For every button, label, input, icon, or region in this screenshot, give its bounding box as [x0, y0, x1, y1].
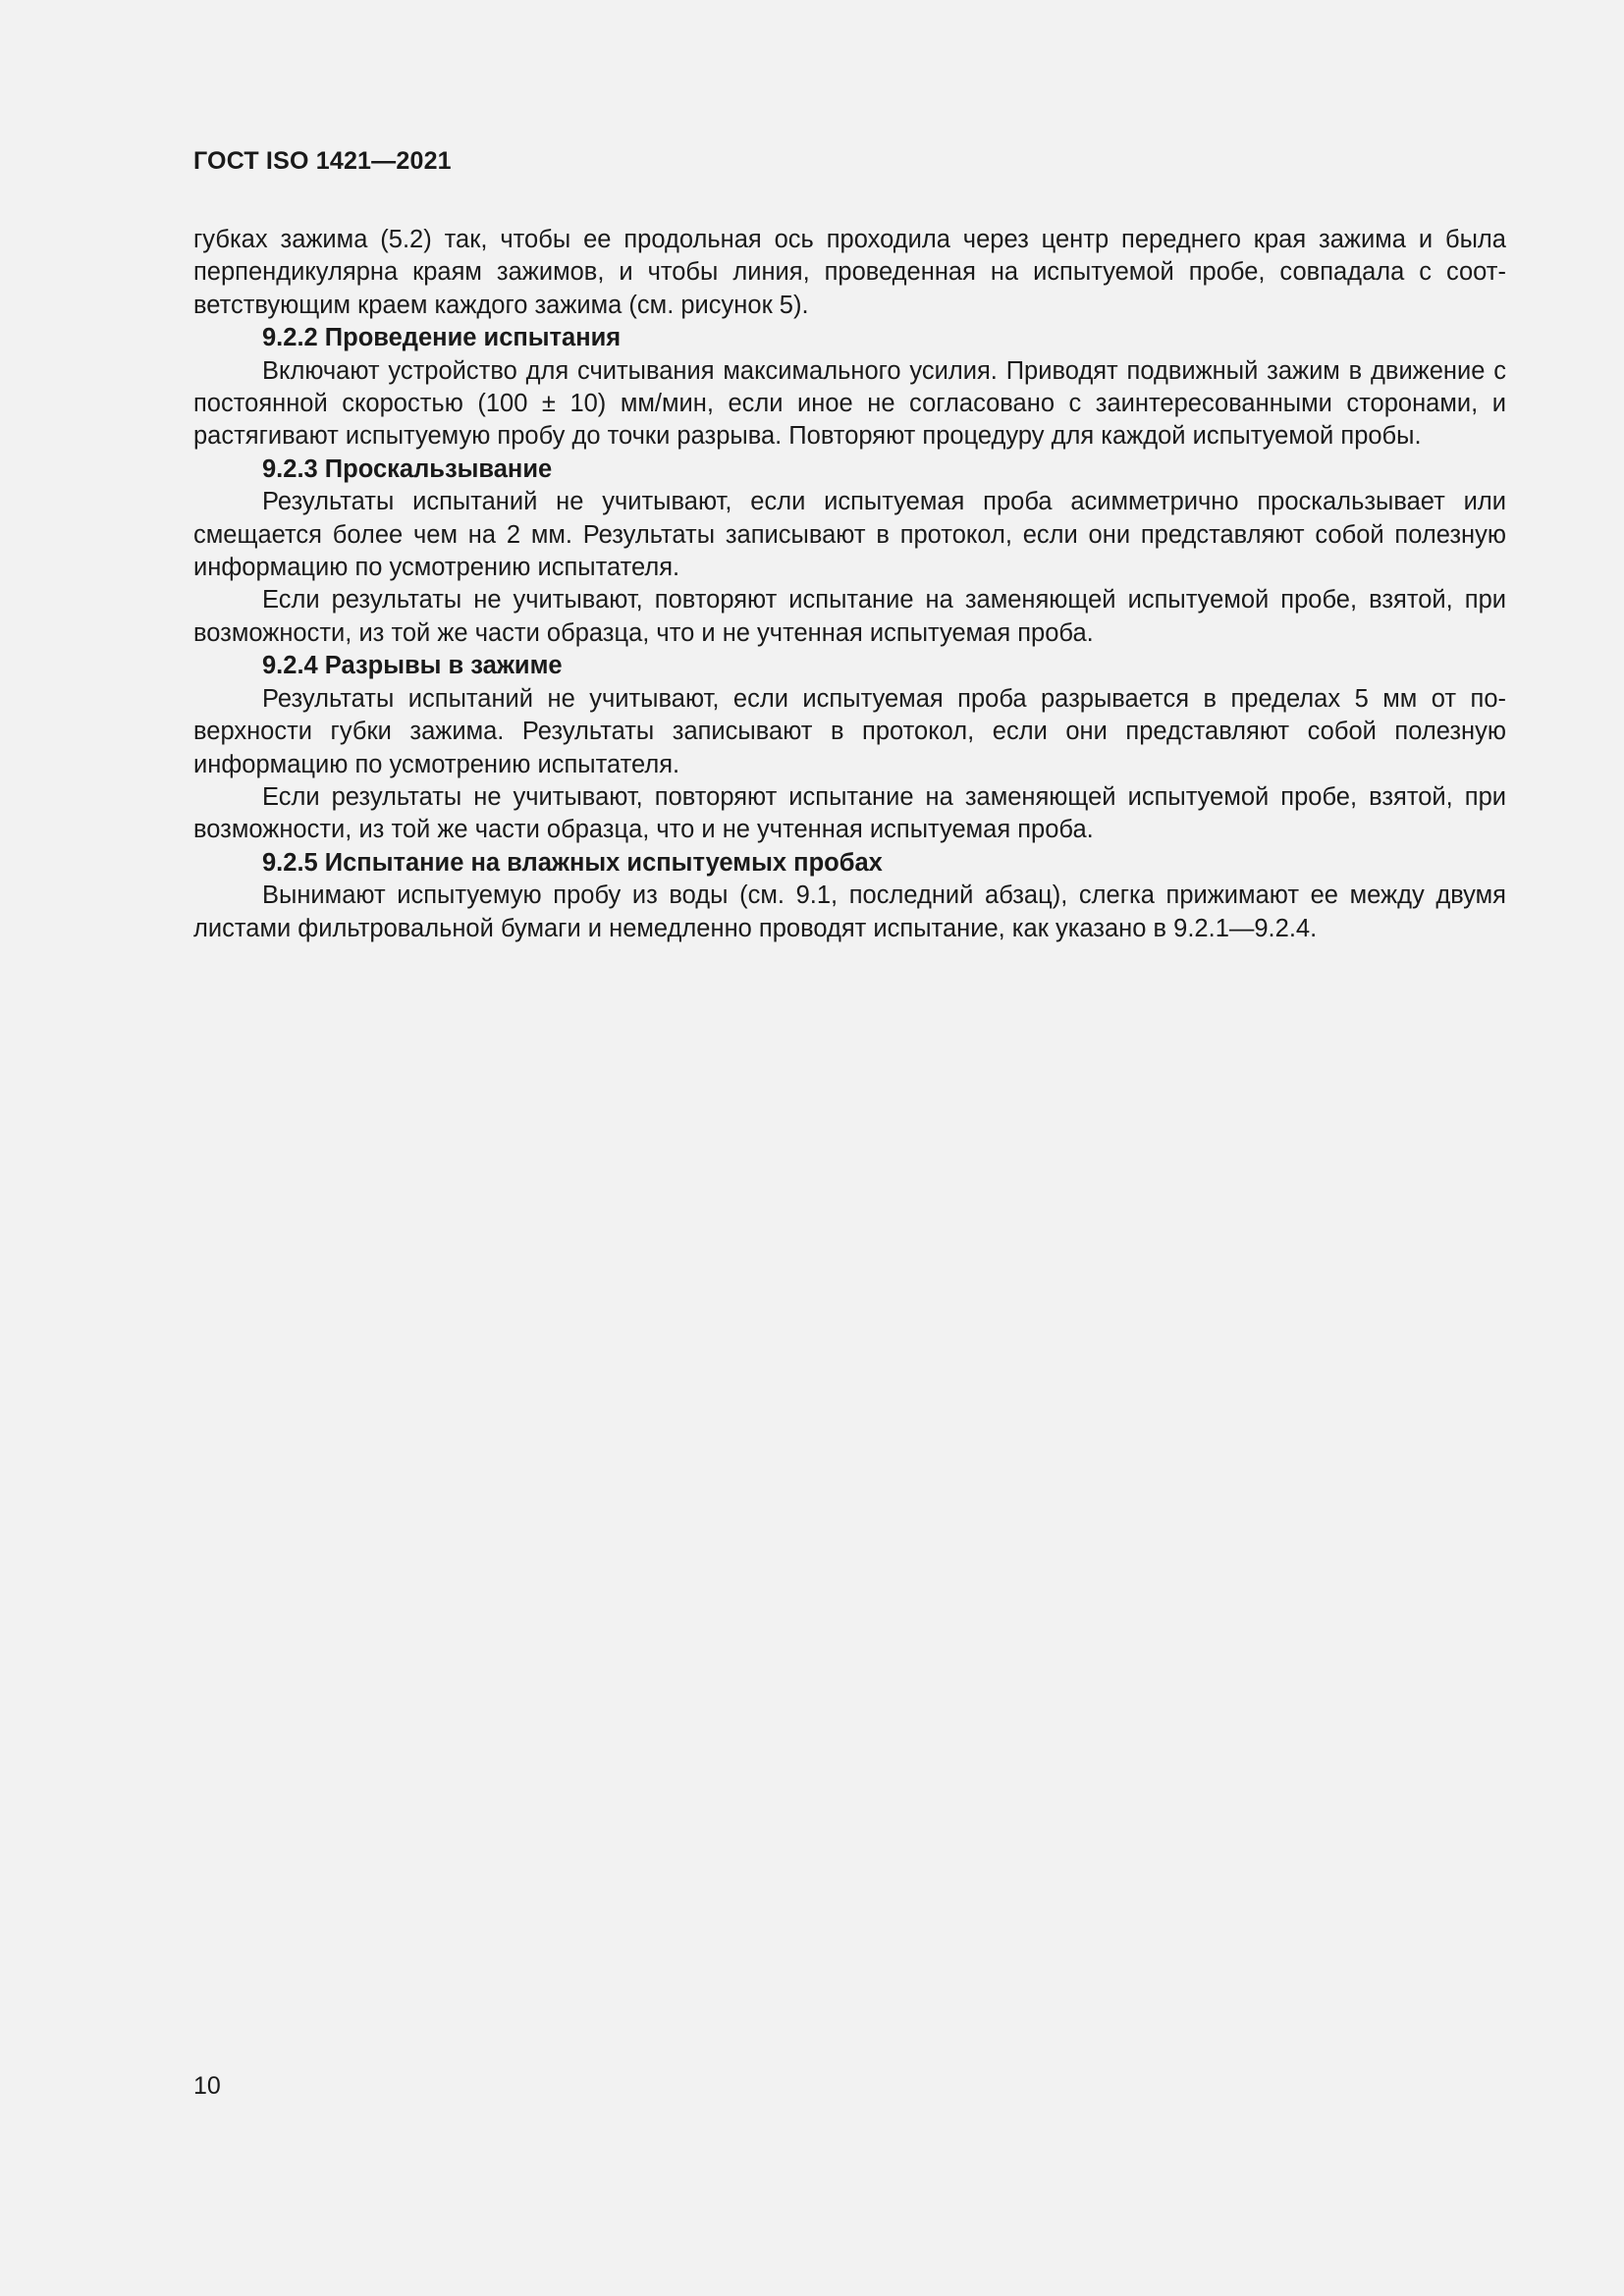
- document-header: ГОСТ ISO 1421—2021: [193, 147, 452, 175]
- page-number: 10: [193, 2072, 221, 2100]
- section-heading-9-2-2: 9.2.2 Проведение испытания: [262, 324, 622, 352]
- document-body: [193, 224, 1506, 945]
- section-heading-9-2-3: 9.2.3 Проскальзывание: [262, 454, 553, 483]
- paragraph: Включают устройство для считывания максимального усилия. Приводят подвижный зажим в движение с постоянной скоростью (100 ± 10) мм/мин, если иное не согласовано с заинтересованными сторонами, и растягивают испытуемую пробу до точки разрыва. Повторяют процедуру для каждой испытуемой пробы.: [193, 356, 1506, 451]
- paragraph: Результаты испытаний не учитывают, если испытуемая проба разрывается в пределах 5 мм от поверхности губки зажима. Результаты записывают в протокол, если они представляют собой полезную информацию по усмотрению испытателя.: [193, 684, 1506, 778]
- section-heading-9-2-4: 9.2.4 Разрывы в зажиме: [262, 652, 563, 680]
- paragraph: Если результаты не учитывают, повторяют испытание на заменяющей испытуемой пробе, взятой, при возможности, из той же части образца, что и не учтенная испытуемая проба.: [193, 586, 1506, 647]
- paragraph: Вынимают испытуемую пробу из воды (см. 9.1, последний абзац), слегка прижимают ее между двумя листами фильтровальной бумаги и немедленно проводят испытание, как указано в 9.2.1—9.2.4.: [193, 881, 1506, 942]
- paragraph: Если результаты не учитывают, повторяют испытание на заменяющей испытуемой пробе, взятой, при возможности, из той же части образца, что и не учтенная испытуемая проба.: [193, 782, 1506, 844]
- paragraph-continuation: губках зажима (5.2) так, чтобы ее продольная ось проходила через центр переднего края зажима и была перпендикулярна краям зажимов, и чтобы линия, проведенная на испытуемой пробе, совпадала с соответствующим краем каждого зажима (см. рисунок 5).: [193, 226, 1506, 319]
- section-heading-9-2-5: 9.2.5 Испытание на влажных испытуемых пробах: [262, 848, 883, 877]
- paragraph: Результаты испытаний не учитывают, если испытуемая проба асимметрично проскальзывает или смещается более чем на 2 мм. Результаты записывают в протокол, если они представляют собой полезную информацию по усмотрению испытателя.: [193, 488, 1506, 582]
